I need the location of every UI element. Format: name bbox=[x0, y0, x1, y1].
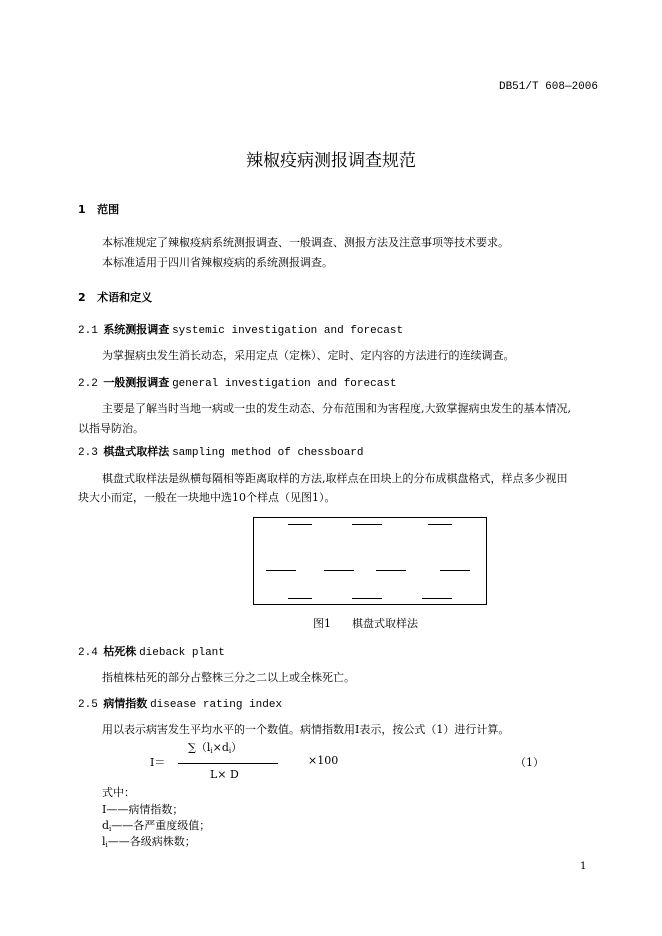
sample-point bbox=[376, 570, 406, 571]
clause-term: 病情指数 bbox=[103, 697, 148, 710]
var-l: l bbox=[206, 741, 211, 754]
clause-2-2-body-line-1: 主要是了解当时当地一病或一虫的发生动态、分布范围和为害程度,大致掌握病虫发生的基本情况, bbox=[102, 402, 571, 415]
clause-term-english: general investigation and forecast bbox=[172, 378, 397, 390]
sample-point bbox=[440, 570, 470, 571]
legend-subscript: i bbox=[109, 825, 112, 833]
page-number: 1 bbox=[580, 861, 587, 872]
sum-symbol: ∑（ bbox=[188, 741, 207, 754]
section-1-paragraph-2: 本标准适用于四川省辣椒疫病的系统测报调查。 bbox=[102, 256, 333, 269]
clause-term-english: dieback plant bbox=[139, 647, 225, 659]
document-title: 辣椒疫病测报调查规范 bbox=[246, 151, 416, 171]
clause-2-3-body-line-1: 棋盘式取样法是纵横每隔相等距离取样的方法,取样点在田块上的分布成棋盘格式，样点多少视田 bbox=[102, 472, 568, 485]
sample-point bbox=[352, 598, 382, 599]
equation-number: （1） bbox=[515, 756, 544, 769]
formula-multiplier: ×100 bbox=[308, 754, 339, 767]
clause-term: 一般测报调查 bbox=[103, 376, 170, 389]
formula-lhs: I＝ bbox=[150, 756, 166, 769]
legend-symbol: l bbox=[102, 835, 106, 848]
clause-term: 系统测报调查 bbox=[103, 323, 170, 336]
clause-2-5-body: 用以表示病害发生平均水平的一个数值。病情指数用I表示，按公式（1）进行计算。 bbox=[102, 723, 510, 736]
sample-point bbox=[288, 524, 312, 525]
sample-point bbox=[324, 570, 354, 571]
subscript-i: i bbox=[210, 747, 213, 755]
sample-point bbox=[288, 598, 312, 599]
clause-number: 2.4 bbox=[78, 647, 98, 659]
clause-term-english: systemic investigation and forecast bbox=[172, 325, 404, 337]
fraction-bar bbox=[178, 763, 278, 764]
sample-point bbox=[428, 524, 452, 525]
section-1-paragraph-1: 本标准规定了辣椒疫病系统测报调查、一般调查、测报方法及注意事项等技术要求。 bbox=[102, 236, 509, 249]
sample-point bbox=[422, 598, 452, 599]
legend-symbol: d bbox=[102, 819, 110, 832]
clause-term-english: sampling method of chessboard bbox=[172, 447, 364, 459]
sample-point bbox=[266, 570, 296, 571]
formula-denominator: L× D bbox=[210, 768, 239, 781]
clause-number: 2.1 bbox=[78, 325, 98, 337]
clause-2-2-heading bbox=[78, 374, 397, 390]
sample-point bbox=[352, 524, 382, 525]
standard-code: DB51/T 608—2006 bbox=[498, 81, 598, 93]
section-title: 术语和定义 bbox=[97, 291, 153, 304]
formula-numerator bbox=[188, 739, 242, 755]
clause-number: 2.5 bbox=[78, 699, 98, 711]
section-title: 范围 bbox=[97, 203, 120, 216]
var-d: d bbox=[221, 741, 229, 754]
clause-2-4-body: 指植株枯死的部分占整株三分之二以上或全株死亡。 bbox=[102, 671, 355, 684]
legend-text: ——各严重度级值； bbox=[111, 819, 211, 832]
legend-item bbox=[102, 801, 183, 817]
figure-title: 棋盘式取样法 bbox=[351, 617, 418, 630]
clause-term-english: disease rating index bbox=[150, 699, 283, 711]
legend-item bbox=[102, 817, 210, 833]
legend-symbol: I bbox=[102, 803, 107, 816]
times-sign: × bbox=[212, 741, 222, 754]
figure-label: 图1 bbox=[313, 617, 331, 630]
clause-2-2-body-line-2: 以指导防治。 bbox=[78, 422, 144, 435]
legend-item bbox=[102, 833, 196, 849]
clause-2-3-heading bbox=[78, 443, 364, 459]
clause-term: 枯死株 bbox=[103, 645, 137, 658]
clause-2-1-heading bbox=[78, 321, 403, 337]
subscript-i: i bbox=[228, 747, 232, 755]
close-paren: ） bbox=[231, 741, 243, 754]
section-number: 1 bbox=[78, 203, 86, 216]
section-number: 2 bbox=[78, 291, 86, 304]
clause-number: 2.3 bbox=[78, 447, 98, 459]
legend-intro: 式中： bbox=[102, 786, 135, 799]
clause-number: 2.2 bbox=[78, 378, 98, 390]
figure-caption bbox=[313, 615, 418, 631]
clause-2-3-body-line-2: 块大小而定，一般在一块地中选10个样点（见图1）。 bbox=[78, 491, 336, 504]
legend-text: ——病情指数； bbox=[106, 803, 184, 816]
section-1-heading bbox=[78, 201, 119, 217]
section-2-heading bbox=[78, 289, 152, 305]
clause-2-1-body: 为掌握病虫发生消长动态，采用定点（定株）、定时、定内容的方法进行的连续调查。 bbox=[102, 349, 515, 362]
clause-2-5-heading bbox=[78, 695, 282, 711]
chessboard-diagram bbox=[253, 517, 487, 605]
legend-text: ——各级病株数； bbox=[107, 835, 196, 848]
legend-subscript: i bbox=[105, 841, 108, 849]
clause-2-4-heading bbox=[78, 643, 225, 659]
clause-term: 棋盘式取样法 bbox=[103, 445, 170, 458]
